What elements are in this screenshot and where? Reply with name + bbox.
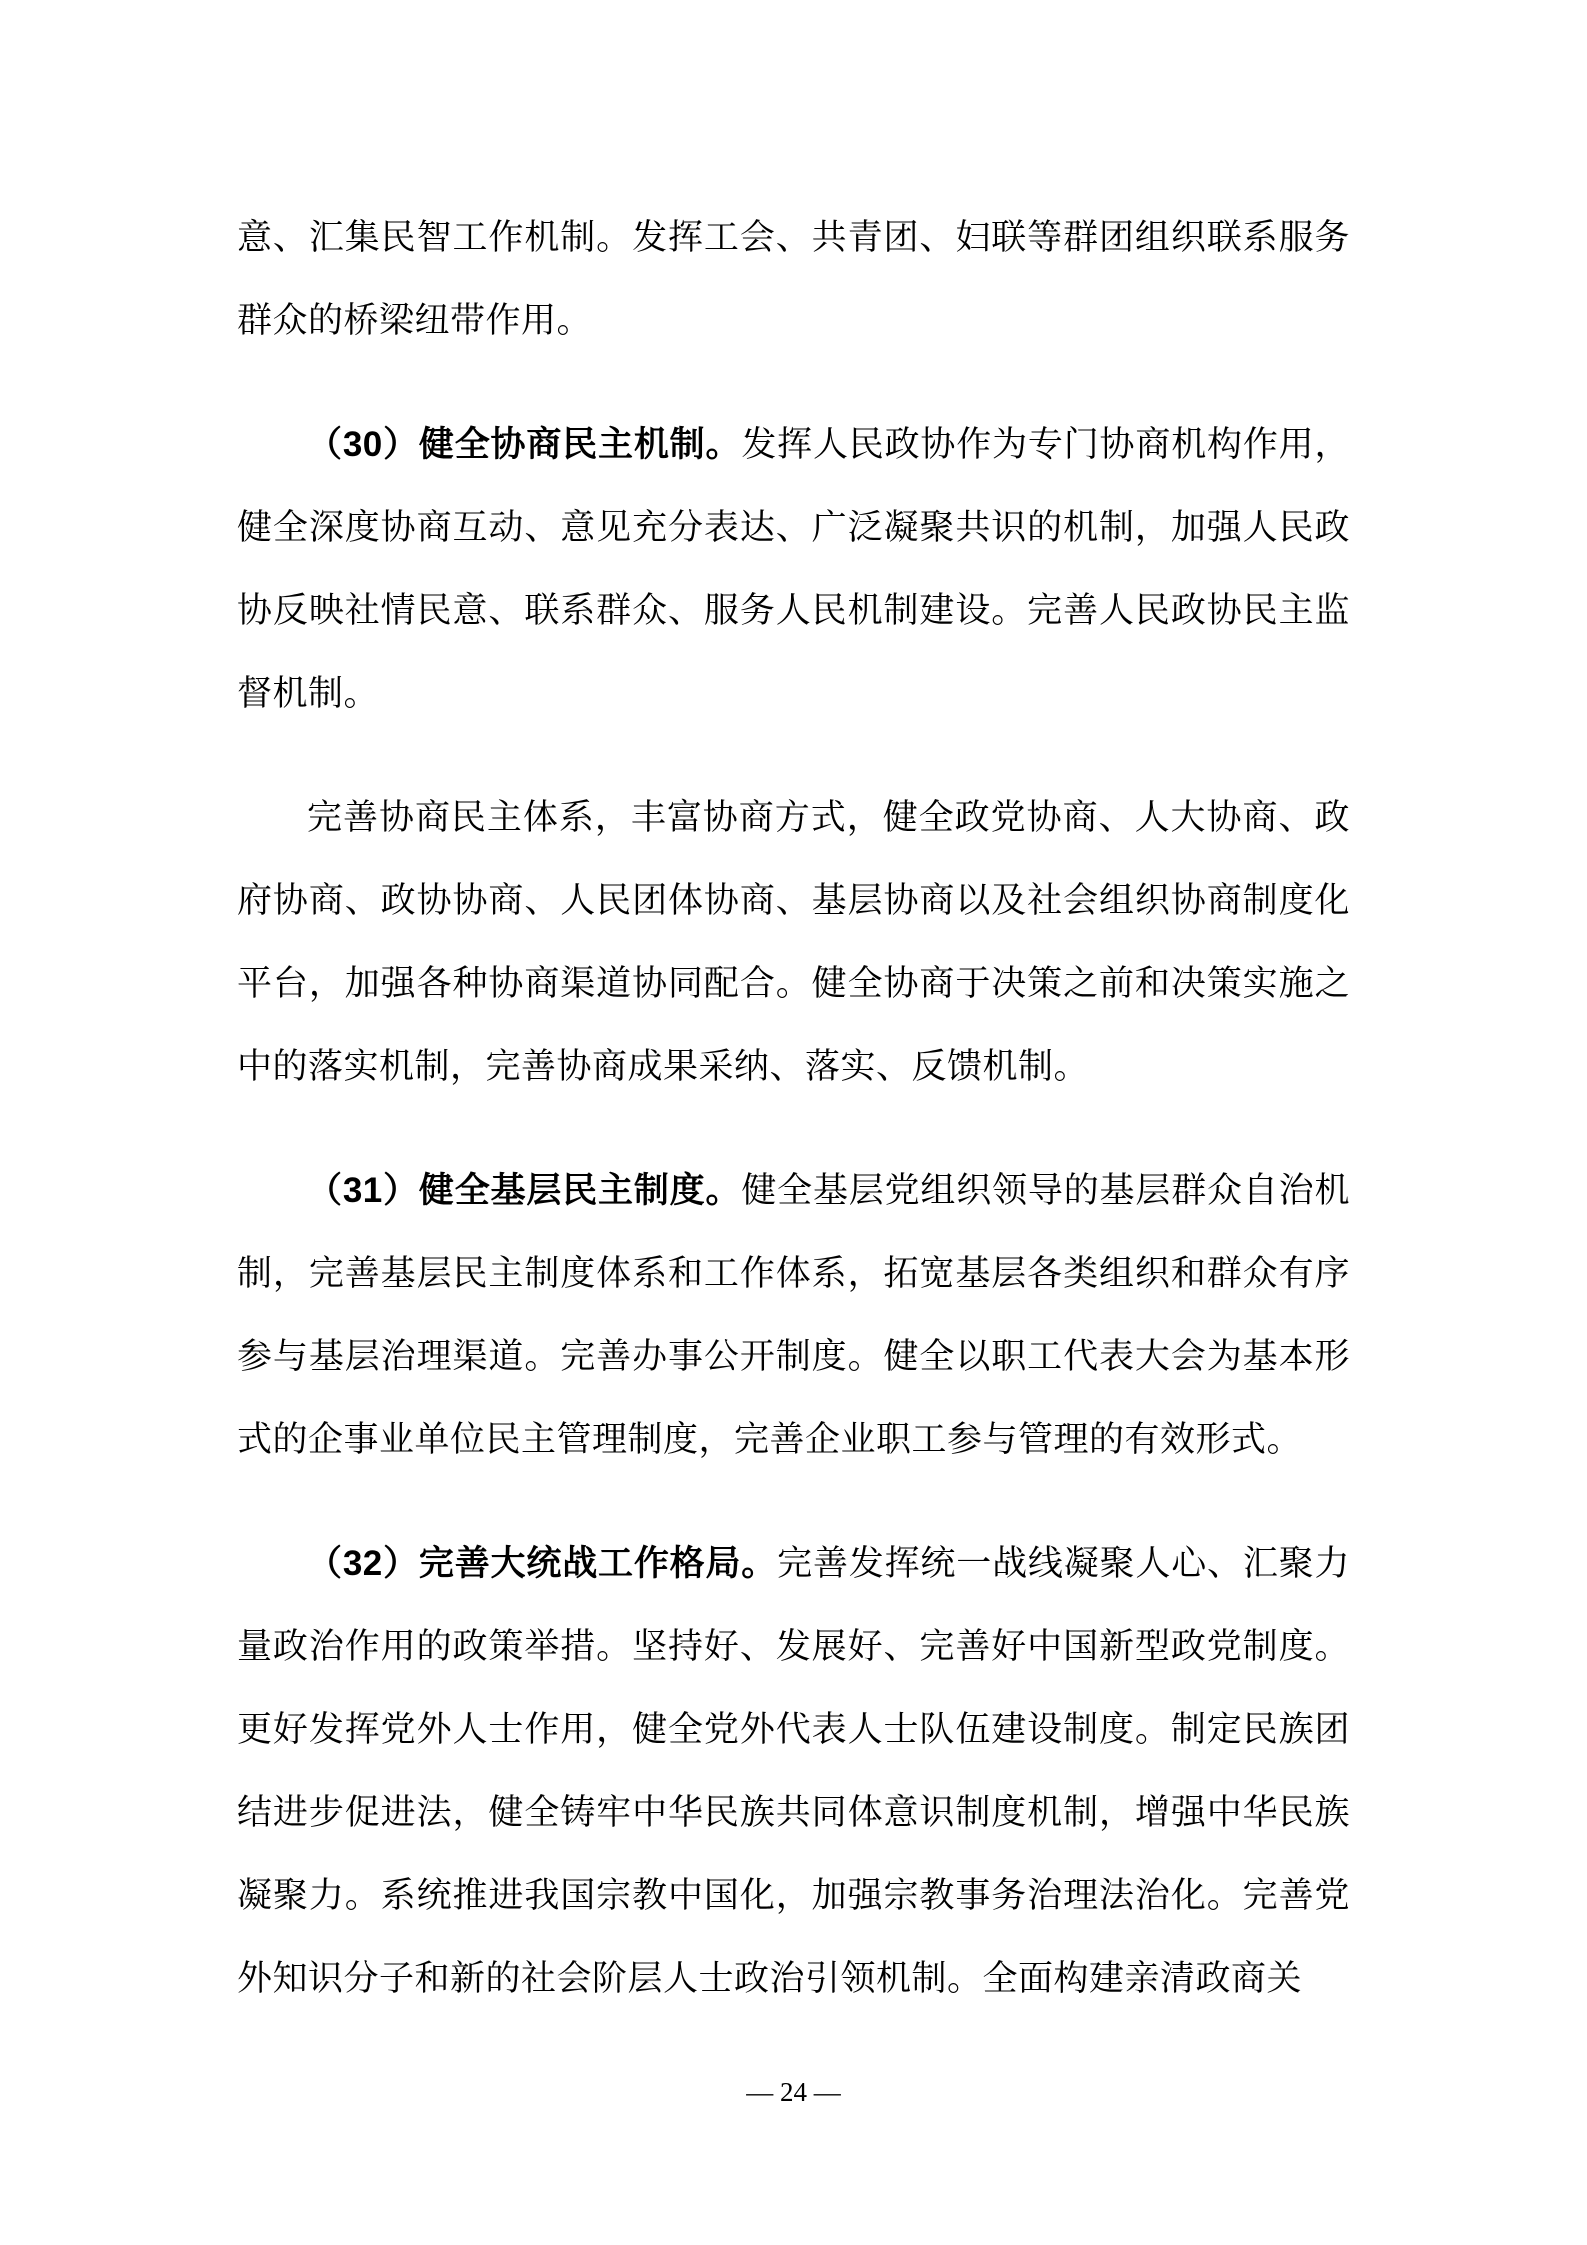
paragraph <box>237 403 1350 735</box>
paragraph-text: 完善发挥统一战线凝聚人心、汇聚力量政治作用的政策举措。坚持好、发展好、完善好中国新型政党制度。更好发挥党外人士作用，健全党外代表人士队伍建设制度。制定民族团结进步促进法，健全铸牢中华民族共同体意识制度机制，增强中华民族凝聚力。系统推进我国宗教中国化，加强宗教事务治理法治化。完善党外知识分子和新的社会阶层人士政治引领机制。全面构建亲清政商关 <box>237 1544 1350 1998</box>
paragraph <box>237 1149 1350 1481</box>
paragraph <box>237 196 1350 362</box>
page-number: — 24 — <box>746 2077 841 2107</box>
paragraph-heading: （32）完善大统战工作格局。 <box>307 1544 778 1583</box>
paragraph-text: 意、汇集民智工作机制。发挥工会、共青团、妇联等群团组织联系服务群众的桥梁纽带作用。 <box>237 218 1350 340</box>
paragraph-text: 发挥人民政协作为专门协商机构作用，健全深度协商互动、意见充分表达、广泛凝聚共识的机制，加强人民政协反映社情民意、联系群众、服务人民机制建设。完善人民政协民主监督机制。 <box>237 425 1350 713</box>
document-body <box>237 196 1350 2020</box>
paragraph <box>237 1522 1350 2020</box>
paragraph-text: 健全基层党组织领导的基层群众自治机制，完善基层民主制度体系和工作体系，拓宽基层各类组织和群众有序参与基层治理渠道。完善办事公开制度。健全以职工代表大会为基本形式的企事业单位民主管理制度，完善企业职工参与管理的有效形式。 <box>237 1171 1350 1459</box>
paragraph <box>237 776 1350 1108</box>
paragraph-text: 完善协商民主体系，丰富协商方式，健全政党协商、人大协商、政府协商、政协协商、人民团体协商、基层协商以及社会组织协商制度化平台，加强各种协商渠道协同配合。健全协商于决策之前和决策实施之中的落实机制，完善协商成果采纳、落实、反馈机制。 <box>237 798 1350 1086</box>
paragraph-heading: （31）健全基层民主制度。 <box>307 1171 742 1210</box>
paragraph-heading: （30）健全协商民主机制。 <box>307 425 742 464</box>
